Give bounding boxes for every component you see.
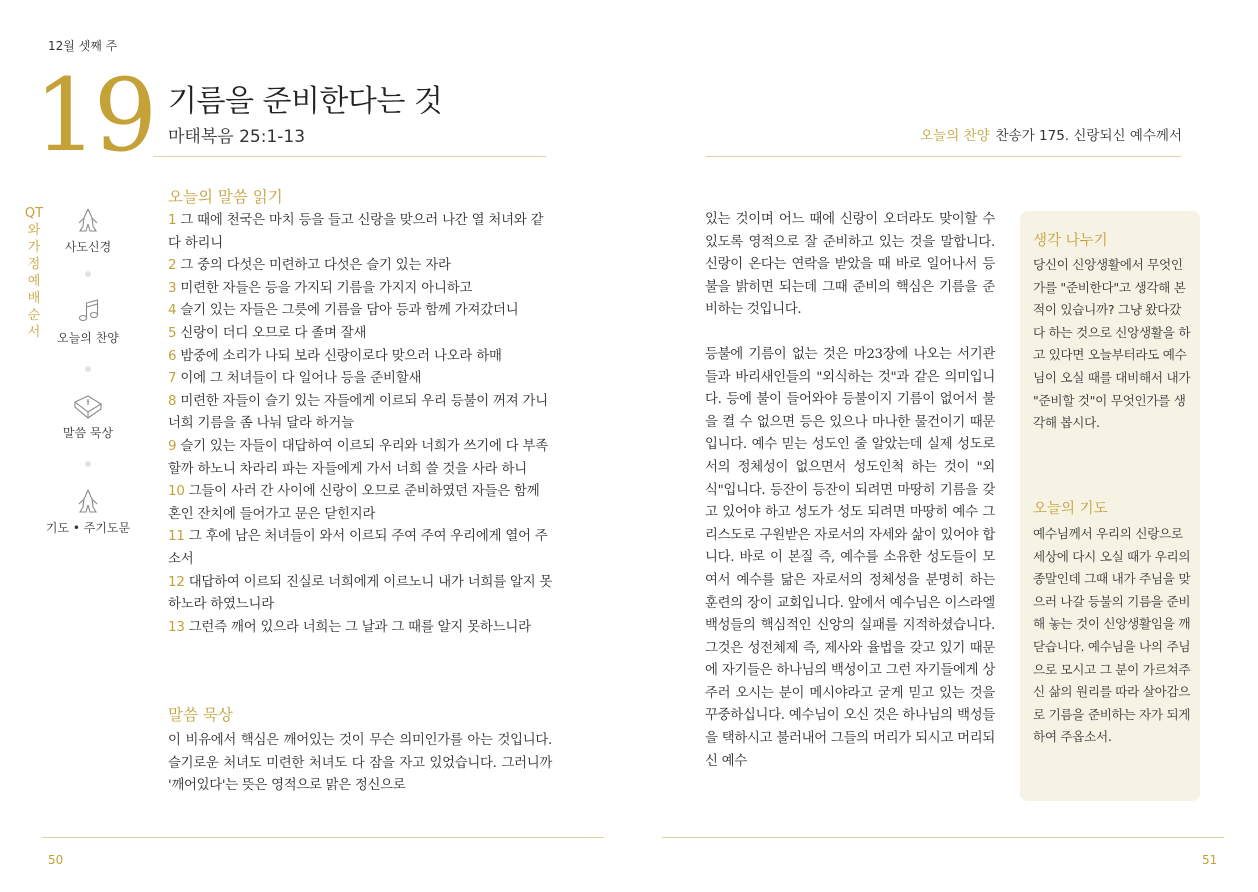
meditation-paragraph: 있는 것이며 어느 때에 신랑이 오더라도 맞이할 수 있도록 영적으로 잘 준비하고 있는 것을 말합니다. 신랑이 온다는 연락을 받았을 때 바로 일어나서 등불을 밝히면 되는데 그때 준비의 핵심은 기름을 준비하는 것입니다. <box>705 212 995 318</box>
meditation-paragraph: 이 비유에서 핵심은 깨어있는 것이 무슨 의미인가를 아는 것입니다. 슬기로운 처녀도 미련한 처녀도 다 잠을 자고 있었습니다. 그러니까 '깨어있다'는 뜻은 영적으로 맑은 정신으로 <box>168 733 552 794</box>
sidebar-item-label: 사도신경 <box>64 240 112 254</box>
scripture-reference: 마태복음 25:1-13 <box>168 127 306 147</box>
reading-heading: 오늘의 말씀 읽기 <box>168 188 283 206</box>
verse-item <box>168 617 556 640</box>
page-title: 기름을 준비한다는 것 <box>168 84 443 119</box>
sidebar-item-meditation <box>43 392 133 441</box>
sidebar-item-label: 오늘의 찬양 <box>57 331 119 345</box>
hymn-line <box>920 124 1182 144</box>
meditation-text-left <box>168 730 552 798</box>
verse-text: 그 후에 남은 처녀들이 와서 이르되 주여 주여 우리에게 열어 주소서 <box>168 529 548 567</box>
verse-number: 12 <box>168 574 185 590</box>
verse-number: 7 <box>168 371 177 387</box>
verse-number: 10 <box>168 484 185 500</box>
hymn-label: 오늘의 찬양 <box>920 128 990 144</box>
verse-item <box>168 346 556 369</box>
footer-divider-left <box>42 837 604 838</box>
verse-text: 밤중에 소리가 나되 보라 신랑이로다 맞으러 나오라 하매 <box>176 348 502 364</box>
verse-text: 미련한 자들은 등을 가지되 기름을 가지지 아니하고 <box>176 280 473 296</box>
meditation-heading: 말씀 묵상 <box>168 706 233 724</box>
bible-icon <box>72 392 104 420</box>
sidebar-item-label: 말씀 묵상 <box>62 426 114 440</box>
sidebar-item-label: 기도 • 주기도문 <box>45 521 131 535</box>
verse-number: 13 <box>168 619 185 635</box>
sidebar-item-apostles-creed <box>43 206 133 255</box>
page-number-right: 51 <box>1202 853 1218 867</box>
verse-number: 2 <box>168 258 177 274</box>
music-note-icon <box>73 297 103 325</box>
praying-hands-icon <box>73 206 103 234</box>
verse-text: 그런즉 깨어 있으라 너희는 그 날과 그 때를 알지 못하느니라 <box>184 619 531 635</box>
verse-text: 그 중의 다섯은 미련하고 다섯은 슬기 있는 자라 <box>176 258 451 274</box>
verse-number: 4 <box>168 303 177 319</box>
verse-number: 5 <box>168 325 177 341</box>
verse-item <box>168 481 556 526</box>
verse-number: 9 <box>168 438 177 454</box>
header-divider-right <box>706 156 1181 157</box>
verse-item <box>168 436 556 481</box>
sidebar-item-hymn <box>43 297 133 346</box>
sidebar-item-prayer <box>43 487 133 536</box>
verse-item <box>168 526 556 571</box>
verse-text: 그들이 사러 간 사이에 신랑이 오므로 준비하였던 자들은 함께 혼인 잔치에 들어가고 문은 닫힌지라 <box>168 484 540 522</box>
verse-number: 11 <box>168 529 185 545</box>
prayer-heading: 오늘의 기도 <box>1033 501 1108 517</box>
verse-text: 신랑이 더디 오므로 다 졸며 잘새 <box>176 325 367 341</box>
verse-item <box>168 391 556 436</box>
sidebar-dot <box>85 271 91 277</box>
meditation-paragraph: 등불에 기름이 없는 것은 마23장에 나오는 서기관들과 바리새인들의 "외식하는 것"과 같은 의미입니다. 등에 불이 들어와야 등불이지 기름이 없어서 불을 켤 수 없으면 등은 있으나 마나한 물건이기 때문입니다. 예수 믿는 성도인 줄 알았는데 실제 성도로서의 정체성이 없으면서 성도인척 하는 것이 "외식"입니다. 등잔이 등잔이 되려면 마땅히 기름을 갖고 있어야 하고 성도가 성도 되려면 마땅히 예수 그리스도로 구원받은 자로서의 자세와 삶이 있어야 합니다. 바로 이 본질 즉, 예수를 소유한 성도들이 모여서 예수를 닮은 자로서의 정체성을 분명히 하는 훈련의 장이 교회입니다. 앞에서 예수님은 이스라엘 백성들의 핵심적인 신앙의 실패를 지적하셨습니다. 그것은 성전체제 즉, 제사와 율법을 갖고 있기 때문에 자기들은 하나님의 백성이고 그런 자기들에게 상주러 오시는 분이 메시야라고 굳게 믿고 있는 것을 꾸중하십니다. 예수님이 오신 것은 하나님의 백성들을 택하시고 불러내어 그들의 머리가 되시고 머리되신 예수 <box>705 346 995 769</box>
verse-text: 미련한 자들이 슬기 있는 자들에게 이르되 우리 등불이 꺼져 가니 너희 기름을 좀 나눠 달라 하거늘 <box>168 393 549 432</box>
sidebar-vertical-label: QT와 가정예배 순서 <box>24 206 44 340</box>
header-divider-left <box>153 156 546 157</box>
verse-text: 이에 그 처녀들이 다 일어나 등을 준비할새 <box>176 371 422 387</box>
sidebar-dot <box>85 461 91 467</box>
verse-text: 그 때에 천국은 마치 등을 들고 신랑을 맞으러 나간 열 처녀와 같다 하리니 <box>168 213 544 251</box>
day-number: 19 <box>34 57 154 174</box>
footer-divider-right <box>662 837 1224 838</box>
verse-number: 6 <box>168 348 177 364</box>
verse-text: 슬기 있는 자들은 그릇에 기름을 담아 등과 함께 가져갔더니 <box>176 303 519 319</box>
verse-item <box>168 323 556 346</box>
verse-item <box>168 572 556 617</box>
share-text: 당신이 신앙생활에서 무엇인가를 "준비한다"고 생각해 본 적이 있습니까? 그냥 왔다갔다 하는 것으로 신앙생활을 하고 있다면 오늘부터라도 예수님이 오실 때를 대비해서 내가 "준비할 것"이 무엇인가를 생각해 봅시다. <box>1033 257 1191 431</box>
week-label: 12월 셋째 주 <box>48 39 118 53</box>
verse-item <box>168 368 556 391</box>
verse-text: 대답하여 이르되 진실로 너희에게 이르노니 내가 너희를 알지 못하노라 하였느니라 <box>168 574 553 613</box>
page-number-left: 50 <box>48 853 64 867</box>
verse-item <box>168 255 556 278</box>
verse-number: 8 <box>168 393 177 409</box>
verse-item <box>168 300 556 323</box>
verse-text: 슬기 있는 자들이 대답하여 이르되 우리와 너희가 쓰기에 다 부족할까 하노니 차라리 파는 자들에게 가서 너희 쓸 것을 사라 하니 <box>168 438 549 477</box>
meditation-text-right <box>705 209 995 773</box>
verse-number: 1 <box>168 213 177 228</box>
prayer-text: 예수님께서 우리의 신랑으로 세상에 다시 오실 때가 우리의 종말인데 그때 내가 주님을 맞으러 나갈 등불의 기름을 준비해 놓는 것이 신앙생활임을 깨닫습니다. 예수님을 나의 주님으로 모시고 그 분이 가르쳐주신 삶의 원리를 따라 살아감으로 기름을 준비하는 자가 되게 하여 주옵소서. <box>1033 526 1191 745</box>
praying-hands-icon <box>73 487 103 515</box>
share-heading: 생각 나누기 <box>1033 233 1108 249</box>
sidebar-dot <box>85 366 91 372</box>
verse-number: 3 <box>168 280 177 296</box>
verse-list <box>168 210 556 639</box>
hymn-title: 찬송가 175. 신랑되신 예수께서 <box>995 128 1182 144</box>
verse-item <box>168 278 556 301</box>
verse-item <box>168 210 556 255</box>
